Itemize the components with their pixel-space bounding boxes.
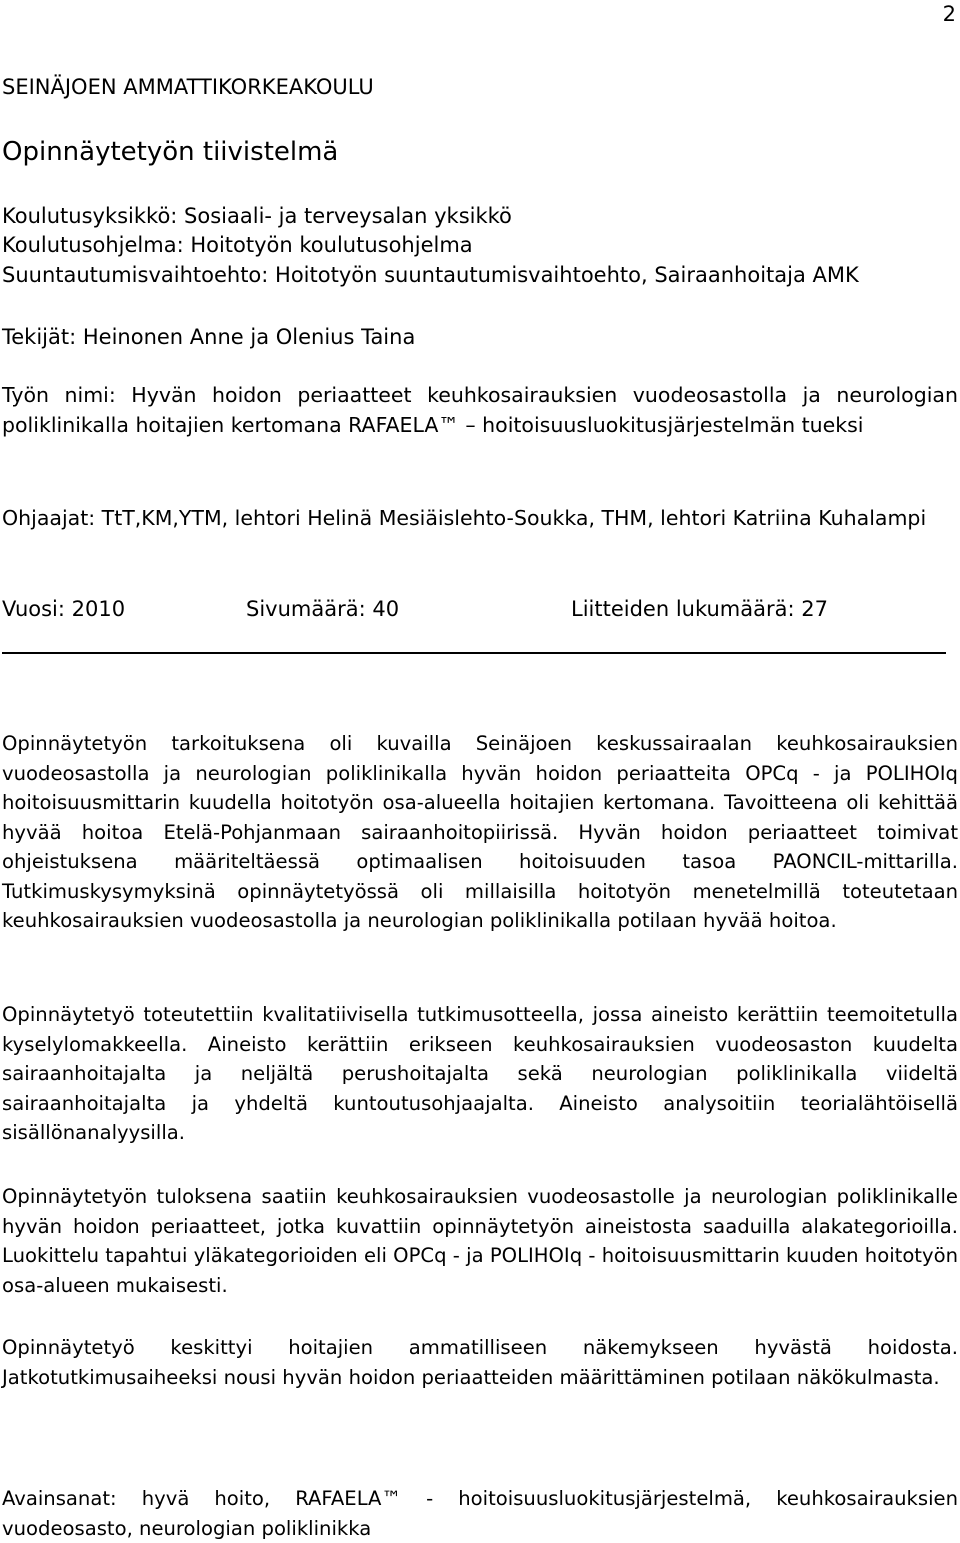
page-count: Sivumäärä: 40 [246,597,400,621]
study-orientation: Suuntautumisvaihtoehto: Hoitotyön suuntautumisvaihtoehto, Sairaanhoitaja AMK [2,263,859,287]
supervisors: Ohjaajat: TtT,KM,YTM, lehtori Helinä Mesiäislehto-Soukka, THM, lehtori Katriina Kuhalampi [2,506,927,530]
abstract-paragraph-2: Opinnäytetyö toteutettiin kvalitatiivisella tutkimusotteella, jossa aineisto kerättiin teemoitetulla kyselylomakkeella. Aineisto kerättiin erikseen keuhkosairauksien vuodeosaston kuudelta sairaanhoitajalta ja neljältä perushoitajalta sekä neurologian poliklinikalla viideltä sairaanhoitajalta ja yhdeltä kuntoutusohjaajalta. Aineisto analysoitiin teorialähtöisellä sisällönanalyysilla. [2,1003,958,1144]
degree-program: Koulutusohjelma: Hoitotyön koulutusohjelma [2,233,473,257]
authors: Tekijät: Heinonen Anne ja Olenius Taina [2,325,416,349]
abstract-paragraph-4: Opinnäytetyö keskittyi hoitajien ammatilliseen näkemykseen hyvästä hoidosta. Jatkotutkimusaiheeksi nousi hyvän hoidon periaatteiden määrittäminen potilaan näkökulmasta. [2,1336,958,1389]
year: Vuosi: 2010 [2,597,126,621]
education-unit: Koulutusyksikkö: Sosiaali- ja terveysalan yksikkö [2,204,512,228]
page-title: Opinnäytetyön tiivistelmä [2,137,339,167]
abstract-paragraph-1: Opinnäytetyön tarkoituksena oli kuvailla Seinäjoen keskussairaalan keuhkosairauksien vuodeosastolla ja neurologian poliklinikalla hyvän hoidon periaatteita OPCq - ja POLIHOIq hoitoisuusmittarin kuudella hoitotyön osa-alueella hoitajien kertomana. Tavoitteena oli kehittää hyvää hoitoa Etelä-Pohjanmaan sairaanhoitopiirissä. Hyvän hoidon periaatteet toimivat ohjeistuksena määriteltäessä optimaalisen hoitoisuuden tasoa PAONCIL-mittarilla. Tutkimuskysymyksinä opinnäytetyössä oli millaisilla hoitotyön menetelmillä toteutetaan keuhkosairauksien vuodeosastolla ja neurologian poliklinikalla potilaan hyvää hoitoa. [2,732,958,932]
attachment-count: Liitteiden lukumäärä: 27 [571,597,828,621]
divider [2,652,946,654]
school-name: SEINÄJOEN AMMATTIKORKEAKOULU [2,75,374,99]
page-number: 2 [942,2,956,26]
abstract-paragraph-3: Opinnäytetyön tuloksena saatiin keuhkosairauksien vuodeosastolle ja neurologian poliklinikalle hyvän hoidon periaatteet, jotka kuvattiin opinnäytetyön aineistosta saaduilla alakategorioilla. Luokittelu tapahtui yläkategorioiden eli OPCq - ja POLIHOIq - hoitoisuusmittarin kuuden hoitotyön osa-alueen mukaisesti. [2,1185,958,1297]
keywords: Avainsanat: hyvä hoito, RAFAELA™ - hoitoisuusluokitusjärjestelmä, keuhkosairauksien vuodeosasto, neurologian poliklinikka [2,1487,958,1540]
work-name: Työn nimi: Hyvän hoidon periaatteet keuhkosairauksien vuodeosastolla ja neurologian poliklinikalla hoitajien kertomana RAFAELA™ – hoitoisuusluokitusjärjestelmän tueksi [2,383,958,437]
